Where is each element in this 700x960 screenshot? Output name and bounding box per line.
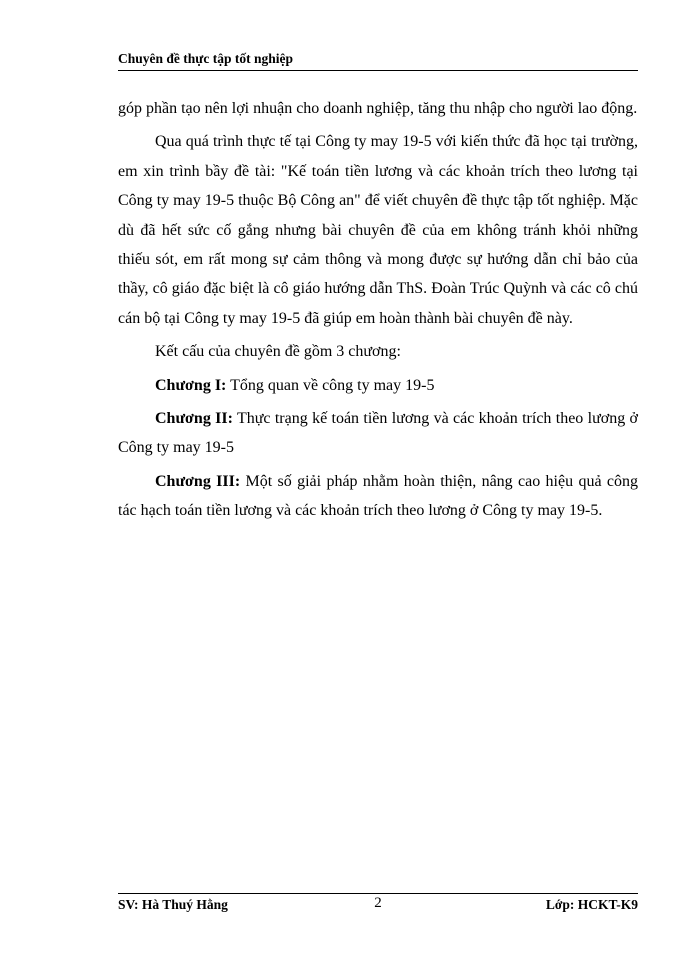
document-body	[118, 94, 638, 526]
chapter-3	[118, 467, 638, 526]
page-header	[118, 50, 638, 71]
chapter-3-text: Một số giải pháp nhằm hoàn thiện, nâng cao hiệu quả công tác hạch toán tiền lương và các khoản trích theo lương ở Công ty may 19-5.	[118, 472, 638, 520]
paragraph-2: Qua quá trình thực tế tại Công ty may 19-5 với kiến thức đã học tại trường, em xin trình bầy đề tài: "Kế toán tiền lương và các khoản trích theo lương tại Công ty may 19-5 thuộc Bộ Công an" để viết chuyên đề thực tập tốt nghiệp. Mặc dù đã hết sức cố gắng nhưng bài chuyên đề của em không tránh khỏi những thiếu sót, em rất mong sự cảm thông và mong được sự hướng dẫn chỉ bảo của thầy, cô giáo đặc biệt là cô giáo hướng dẫn ThS. Đoàn Trúc Quỳnh và các cô chú cán bộ tại Công ty may 19-5 đã giúp em hoàn thành bài chuyên đề này.	[118, 133, 638, 327]
page-footer	[118, 893, 638, 916]
header-title: Chuyên đề thực tập tốt nghiệp	[118, 51, 293, 66]
chapter-1-label: Chương I:	[155, 376, 227, 394]
footer-class: Lớp: HCKT-K9	[545, 897, 638, 912]
footer-student: SV: Hà Thuý Hằng	[118, 897, 228, 912]
chapter-1-text: Tổng quan về công ty may 19-5	[226, 376, 435, 394]
chapter-2	[118, 404, 638, 463]
chapter-1	[118, 371, 638, 400]
paragraph-1: góp phần tạo nên lợi nhuận cho doanh nghiệp, tăng thu nhập cho người lao động.	[118, 100, 638, 117]
chapter-3-label: Chương III:	[155, 472, 241, 490]
page-number: 2	[374, 895, 382, 911]
paragraph-3: Kết cấu của chuyên đề gồm 3 chương:	[155, 343, 401, 361]
chapter-2-text: Thực trạng kế toán tiền lương và các khoản trích theo lương ở Công ty may 19-5	[118, 410, 639, 457]
chapter-2-label: Chương II:	[155, 410, 233, 428]
